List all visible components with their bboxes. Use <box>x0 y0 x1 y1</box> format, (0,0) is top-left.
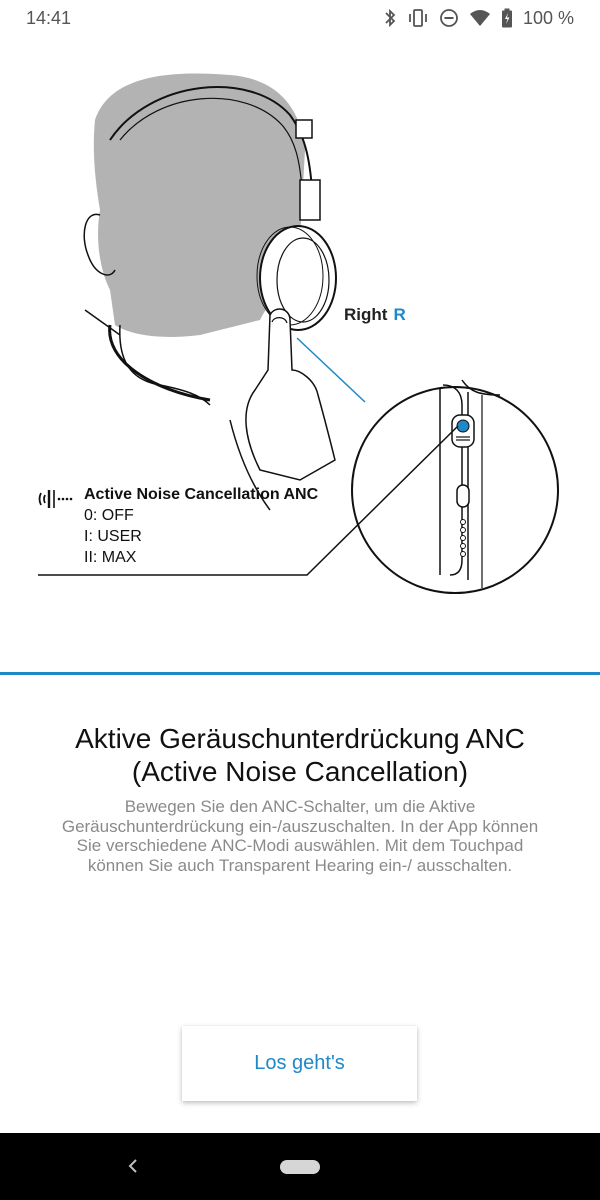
anc-switch-icon <box>38 486 78 512</box>
do-not-disturb-icon <box>439 8 459 28</box>
page-title-line1: Aktive Geräuschunterdrückung ANC <box>75 723 525 754</box>
neck-outline <box>120 325 210 405</box>
get-started-button[interactable]: Los geht's <box>182 1026 417 1101</box>
bluetooth-icon <box>383 8 397 28</box>
power-button <box>457 485 469 507</box>
back-icon[interactable] <box>120 1153 146 1179</box>
page-title-line2: (Active Noise Cancellation) <box>131 756 469 787</box>
headphone-illustration <box>0 40 600 640</box>
anc-mode-max: II: MAX <box>84 549 137 566</box>
vibrate-icon <box>407 8 429 28</box>
anc-mode-off: 0: OFF <box>84 507 134 524</box>
finger <box>246 309 335 480</box>
side-label-text: Right <box>344 305 388 324</box>
home-pill-icon[interactable] <box>280 1160 320 1174</box>
anc-mode-user: I: USER <box>84 528 142 545</box>
headband-arm <box>300 180 320 220</box>
description-text: Bewegen Sie den ANC-Schalter, um die Aktive Geräuschunterdrückung ein-/auszuschalten. In der App können Sie verschiedene ANC-Modi auswählen. Mit dem Touchpad können Sie auch Transparent Hearing ein-/ ausschalten. <box>61 797 539 875</box>
status-bar <box>0 0 600 36</box>
accent-divider <box>0 672 600 675</box>
status-time: 14:41 <box>26 7 72 28</box>
status-icons <box>383 8 574 29</box>
anc-switch-knob <box>457 420 469 432</box>
anc-title: Active Noise Cancellation ANC <box>84 486 319 503</box>
headband-slider <box>296 120 312 138</box>
wifi-icon <box>469 9 491 27</box>
battery-level: 100 % <box>522 7 574 28</box>
page-title <box>20 722 580 788</box>
side-label-letter: R <box>393 305 406 324</box>
side-label <box>344 305 406 325</box>
battery-icon <box>501 8 513 28</box>
